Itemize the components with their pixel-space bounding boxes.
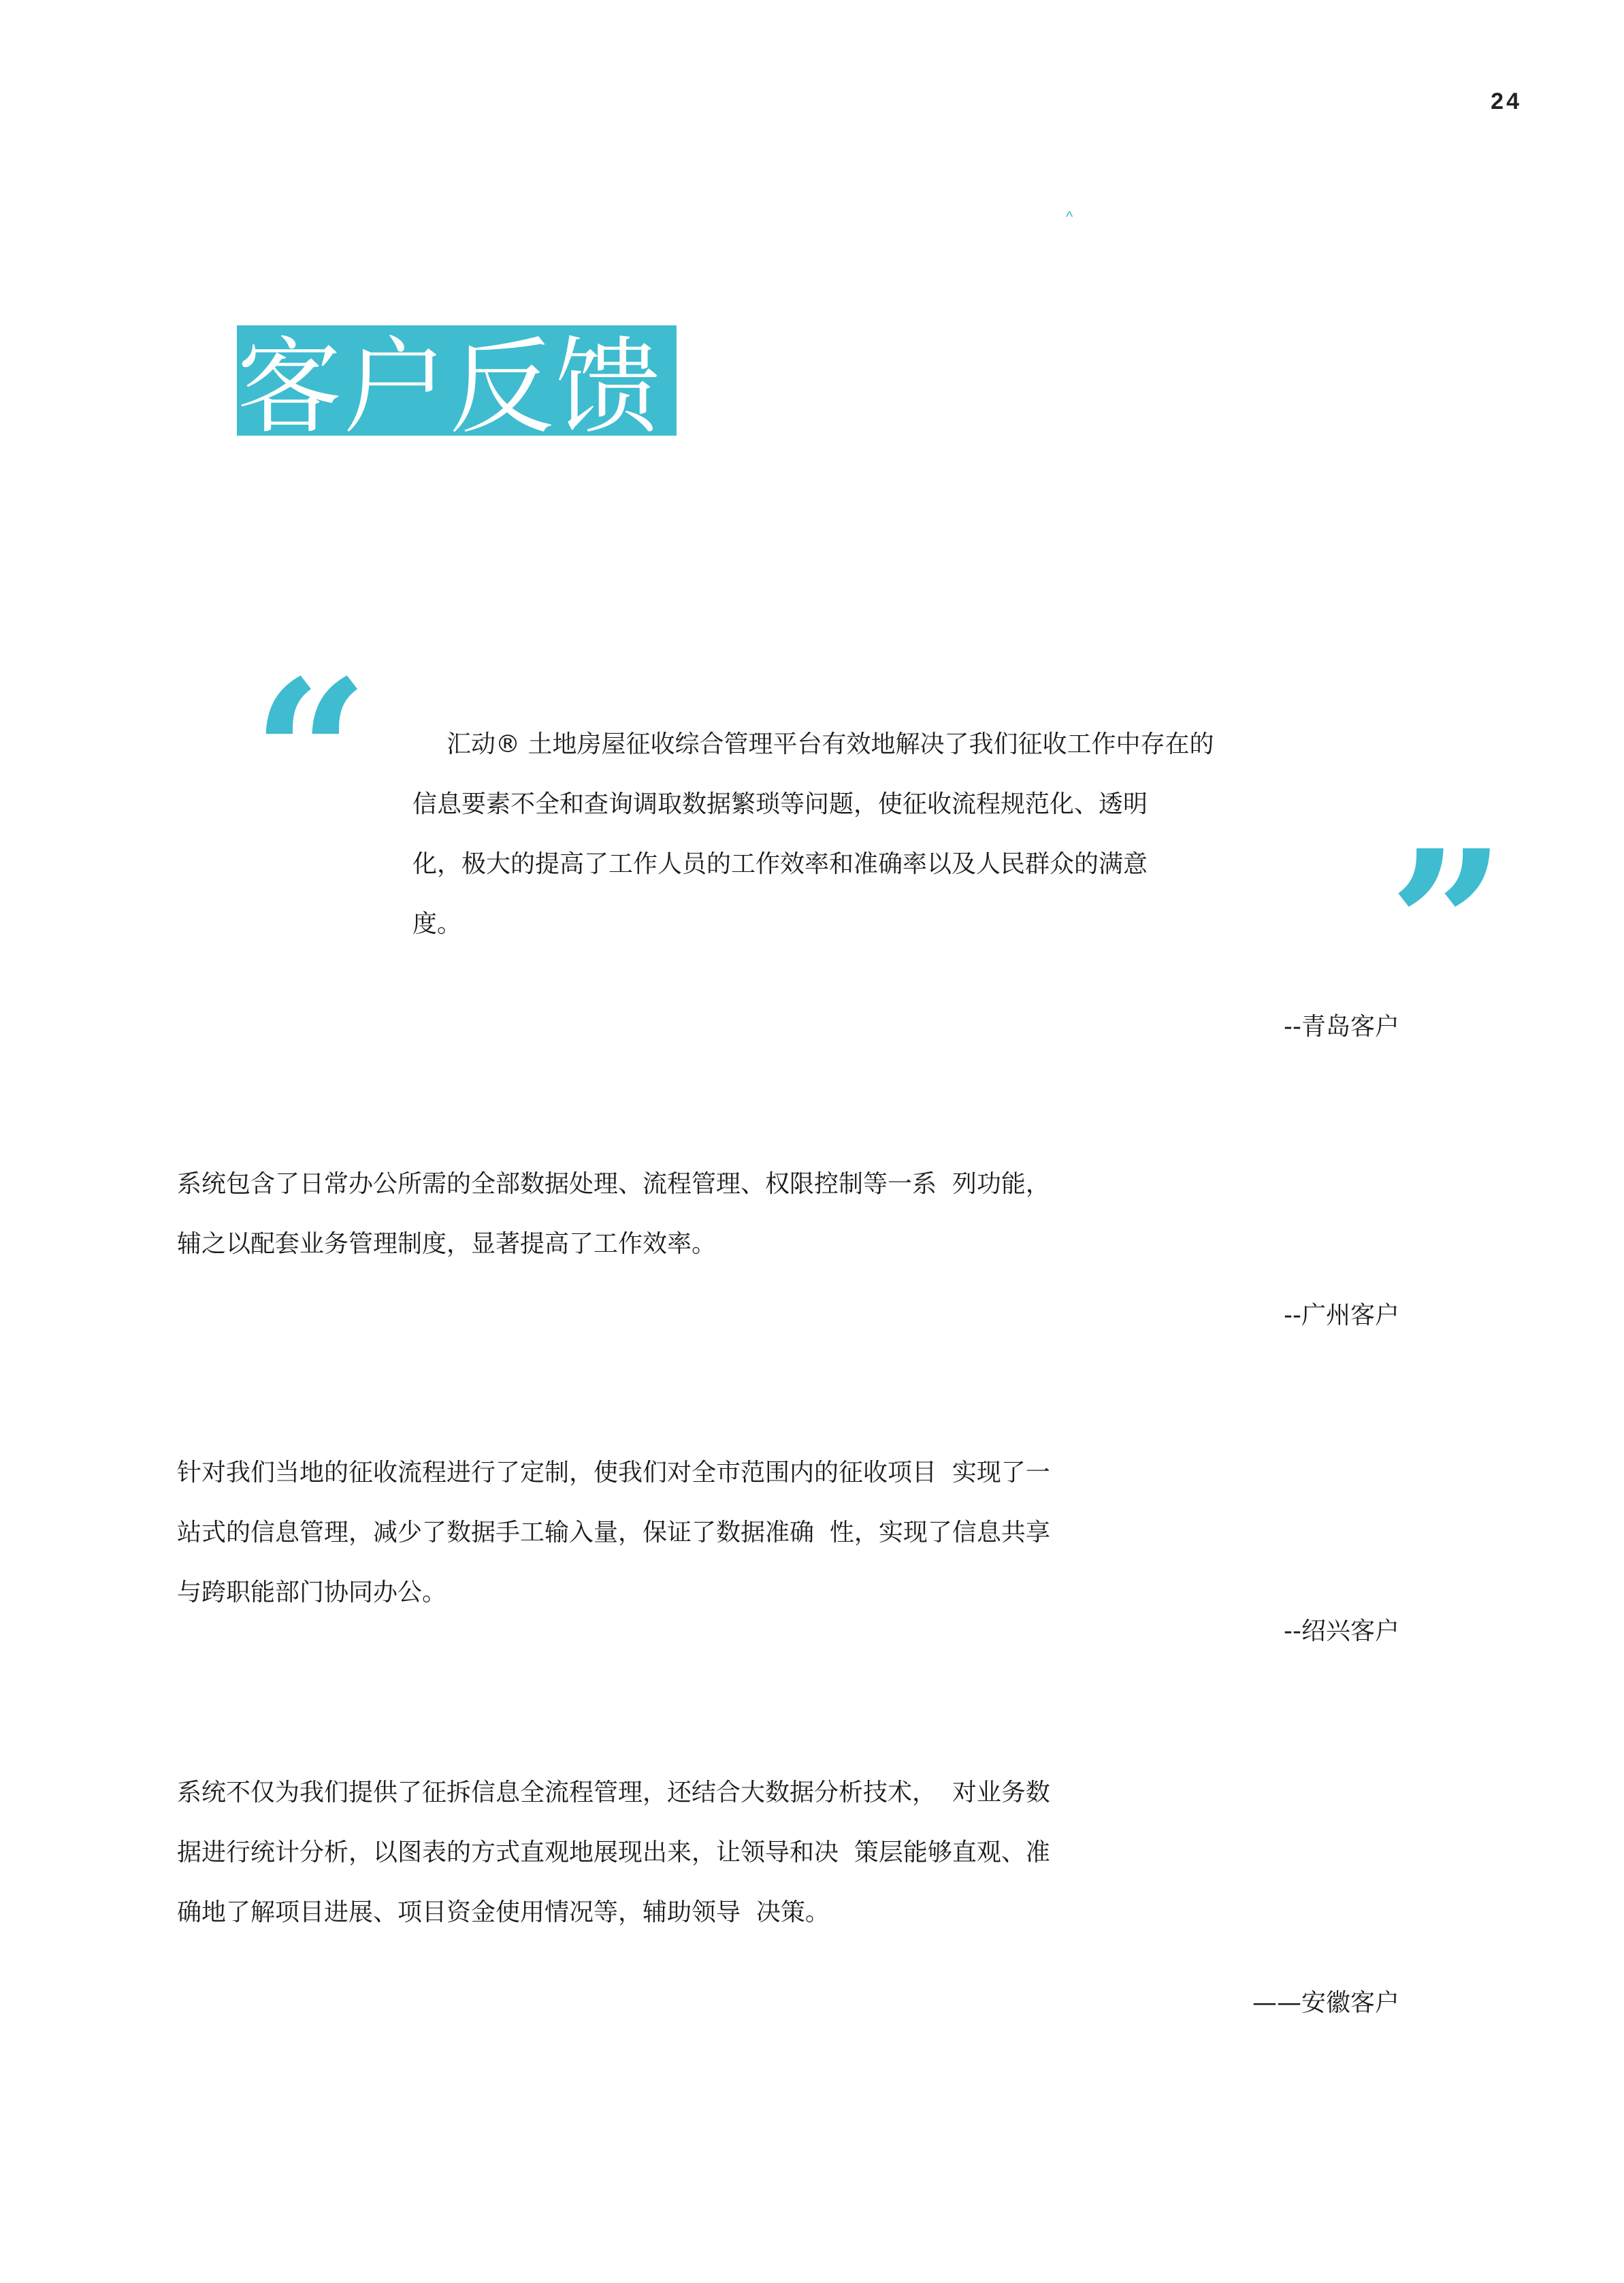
caret-mark: ^ [1066, 208, 1073, 225]
close-quote-icon: ” [1388, 805, 1506, 1046]
feedback-line: 确地了解项目进展、项目资金使用情况等，辅助领导 决策。 [177, 1898, 830, 1926]
page-title: 客户反馈 [237, 327, 662, 436]
feedback-anhui [177, 1763, 1050, 1943]
feedback-line: 化，极大的提高了工作人员的工作效率和准确率以及人民群众的满意 [412, 850, 1148, 878]
signature-anhui: ——安徽客户 [1252, 1989, 1399, 2017]
feedback-line: 针对我们当地的征收流程进行了定制，使我们对全市范围内的征收项目 实现了一 [177, 1459, 1050, 1487]
feedback-line: 据进行统计分析，以图表的方式直观地展现出来，让领导和决 策层能够直观、准 [177, 1839, 1050, 1866]
page-number: 24 [1491, 88, 1522, 114]
feedback-line: 与跨职能部门协同办公。 [177, 1578, 447, 1606]
feedback-quote-qingdao [412, 715, 1214, 954]
feedback-line: 信息要素不全和查询调取数据繁琐等问题，使征收流程规范化、透明 [412, 790, 1148, 818]
signature-qingdao: --青岛客户 [1284, 1013, 1399, 1041]
open-quote-icon: “ [252, 635, 370, 875]
feedback-shaoxing [177, 1443, 1050, 1623]
signature-guangzhou: --广州客户 [1284, 1301, 1399, 1329]
feedback-line: 汇动® 土地房屋征收综合管理平台有效地解决了我们征收工作中存在的 [446, 730, 1214, 758]
feedback-line: 站式的信息管理，减少了数据手工输入量，保证了数据准确 性，实现了信息共享 [177, 1519, 1050, 1547]
feedback-line: 辅之以配套业务管理制度，显著提高了工作效率。 [177, 1230, 717, 1258]
feedback-line: 系统包含了日常办公所需的全部数据处理、流程管理、权限控制等一系 列功能， [177, 1170, 1050, 1198]
feedback-line: 系统不仅为我们提供了征拆信息全流程管理，还结合大数据分析技术， 对业务数 [177, 1779, 1050, 1807]
signature-shaoxing: --绍兴客户 [1284, 1617, 1399, 1645]
feedback-guangzhou [177, 1154, 1050, 1274]
feedback-line: 度。 [412, 910, 462, 938]
title-banner [237, 325, 677, 436]
